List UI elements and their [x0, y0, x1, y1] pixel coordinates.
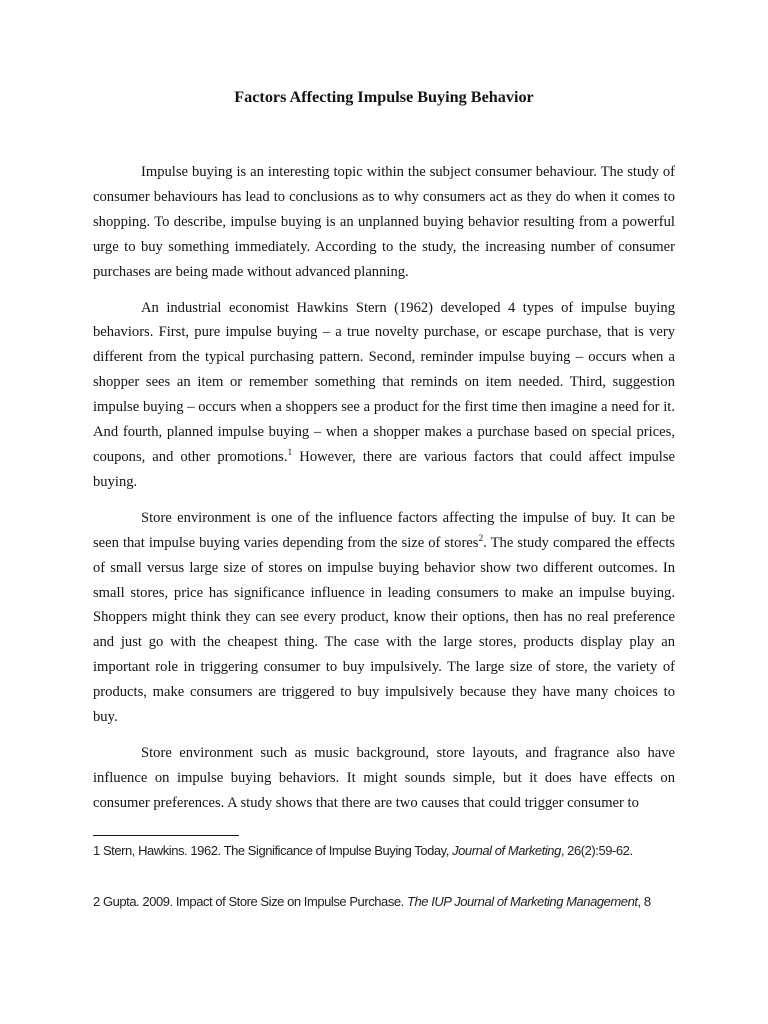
footnote-2-text: 2 Gupta. 2009. Impact of Store Size on Impulse Purchase.	[93, 894, 407, 909]
paragraph-3-text-b: . The study compared the effects of small versus large size of stores on impulse buying behavior show two different outcomes. In small stores, price has significance influence in leading consumers to make an impulse buying. Shoppers might think they can see every product, know their options, then has no real preference and just go with the cheapest thing. The case with the large stores, products display play an important role in triggering consumer to buy impulsively. The large size of store, the variety of products, make consumers are triggered to buy impulsively because they have many choices to buy.	[93, 534, 675, 726]
paragraph-3	[93, 506, 675, 730]
footnote-separator	[93, 835, 239, 836]
paragraph-2-text-a: An industrial economist Hawkins Stern (1962) developed 4 types of impulse buying behaviors. First, pure impulse buying – a true novelty purchase, or escape purchase, that is very different from the typical purchasing pattern. Second, reminder impulse buying – occurs when a shopper sees an item or remember something that reminds on item needed. Third, suggestion impulse buying – occurs when a shoppers see a product for the first time then imagine a need for it. And fourth, planned impulse buying – when a shopper makes a purchase based on special prices, coupons, and other promotions.	[93, 299, 675, 465]
paragraph-2	[93, 296, 675, 495]
footnote-1	[93, 842, 681, 860]
footnote-1-journal: Journal of Marketing	[452, 843, 561, 858]
document-title: Factors Affecting Impulse Buying Behavior	[234, 88, 534, 106]
paragraph-1: Impulse buying is an interesting topic within the subject consumer behaviour. The study of consumer behaviours has lead to conclusions as to why consumers act as they do when it comes to shopping. To describe, impulse buying is an unplanned buying behavior resulting from a powerful urge to buy something immediately. According to the study, the increasing number of consumer purchases are being made without advanced planning.	[93, 164, 675, 280]
document-body	[93, 160, 675, 827]
footnote-2-journal: The IUP Journal of Marketing Management	[406, 894, 638, 909]
footnote-1-issue: , 26(2):59-62.	[560, 843, 633, 858]
footnote-2	[93, 893, 681, 911]
paragraph-2-text-b: However, there are various factors that could affect impulse buying.	[93, 448, 675, 490]
footnote-ref-1: 1	[287, 448, 293, 459]
footnote-2-issue: , 8	[637, 894, 651, 909]
paragraph-3-text-a: Store environment is one of the influence factors affecting the impulse of buy. It can be seen that impulse buying varies depending from the size of stores	[93, 509, 675, 551]
footnote-ref-2: 2	[478, 533, 484, 544]
paragraph-4: Store environment such as music background, store layouts, and fragrance also have influence on impulse buying behaviors. It might sounds simple, but it does have effects on consumer preferences. A study shows that there are two causes that could trigger consumer to	[93, 744, 675, 811]
footnote-1-text: 1 Stern, Hawkins. 1962. The Significance of Impulse Buying Today,	[93, 843, 453, 858]
